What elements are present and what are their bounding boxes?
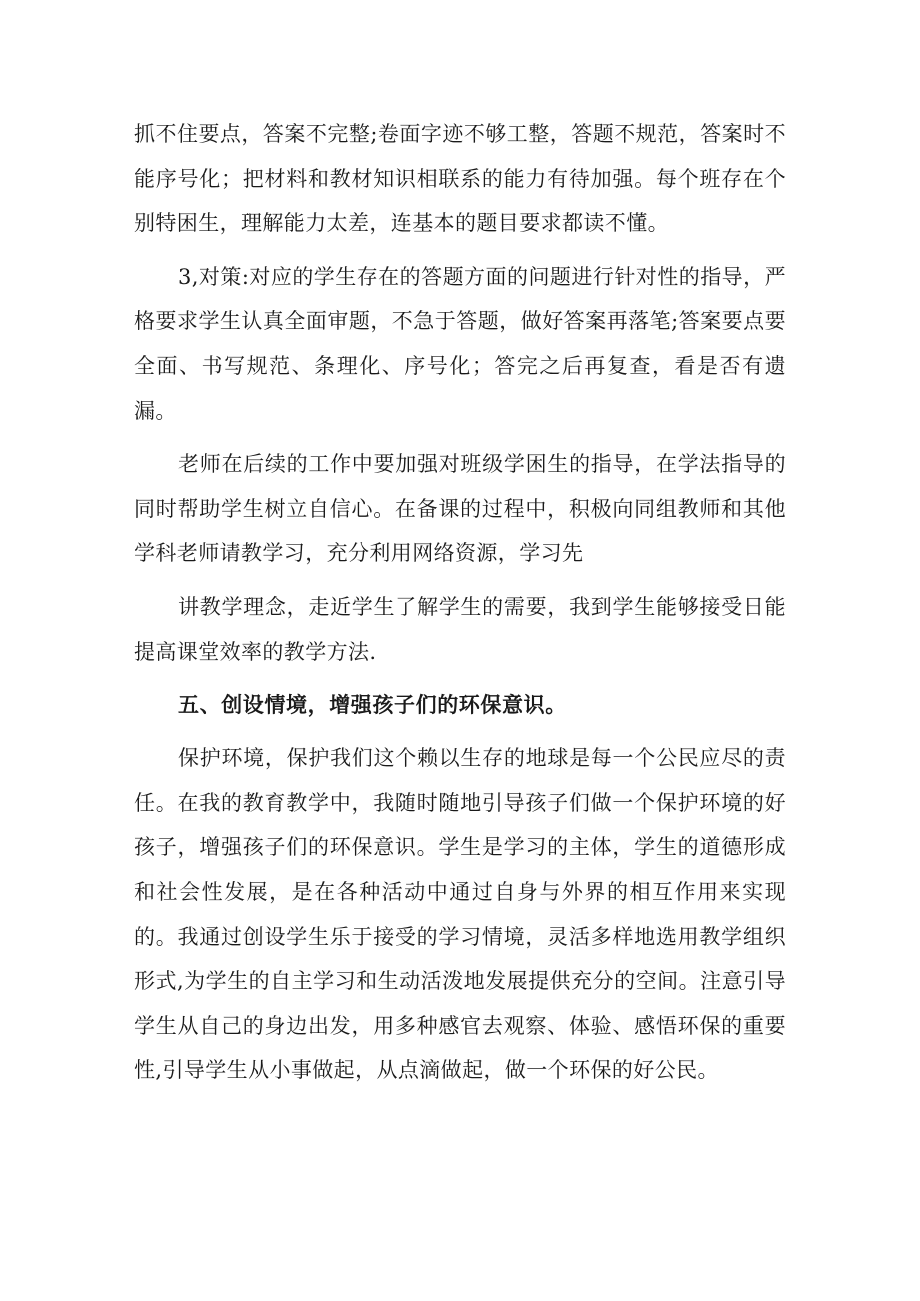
document-page: [134, 112, 786, 1093]
paragraph-answer-problems: 抓不住要点，答案不完整;卷面字迹不够工整，答题不规范，答案时不能序号化；把材料和教材知识相联系的能力有待加强。每个班存在个别特困生，理解能力太差，连基本的题目要求都读不懂。: [134, 122, 786, 236]
paragraph-teaching-methods: 讲教学理念，走近学生了解学生的需要，我到学生能够接受日能提高课堂效率的教学方法.: [134, 594, 786, 664]
section-heading-environment: 五、创设情境，增强孩子们的环保意识。: [178, 693, 567, 718]
paragraph-teacher-guidance: 老师在后续的工作中要加强对班级学困生的指导，在学法指导的同时帮助学生树立自信心。在备课的过程中，积极向同组教师和其他学科老师请教学习，充分利用网络资源，学习先: [134, 452, 786, 566]
paragraph-countermeasures: 3,对策:对应的学生存在的答题方面的问题进行针对性的指导，严格要求学生认真全面审题，不急于答题，做好答案再落笔;答案要点要全面、书写规范、条理化、序号化；答完之后再复查，看是否有遗漏。: [134, 264, 786, 423]
paragraph-environmental-awareness: 保护环境，保护我们这个赖以生存的地球是每一个公民应尽的责任。在我的教育教学中，我随时随地引导孩子们做一个保护环境的好孩子，增强孩子们的环保意识。学生是学习的主体，学生的道德形成和社会性发展，是在各种活动中通过自身与外界的相互作用来实现的。我通过创设学生乐于接受的学习情境，灵活多样地选用教学组织形式,为学生的自主学习和生动活泼地发展提供充分的空间。注意引导学生从自己的身边出发，用多种感官去观察、体验、感悟环保的重要性,引导学生从小事做起，从点滴做起，做一个环保的好公民。: [134, 746, 786, 1083]
